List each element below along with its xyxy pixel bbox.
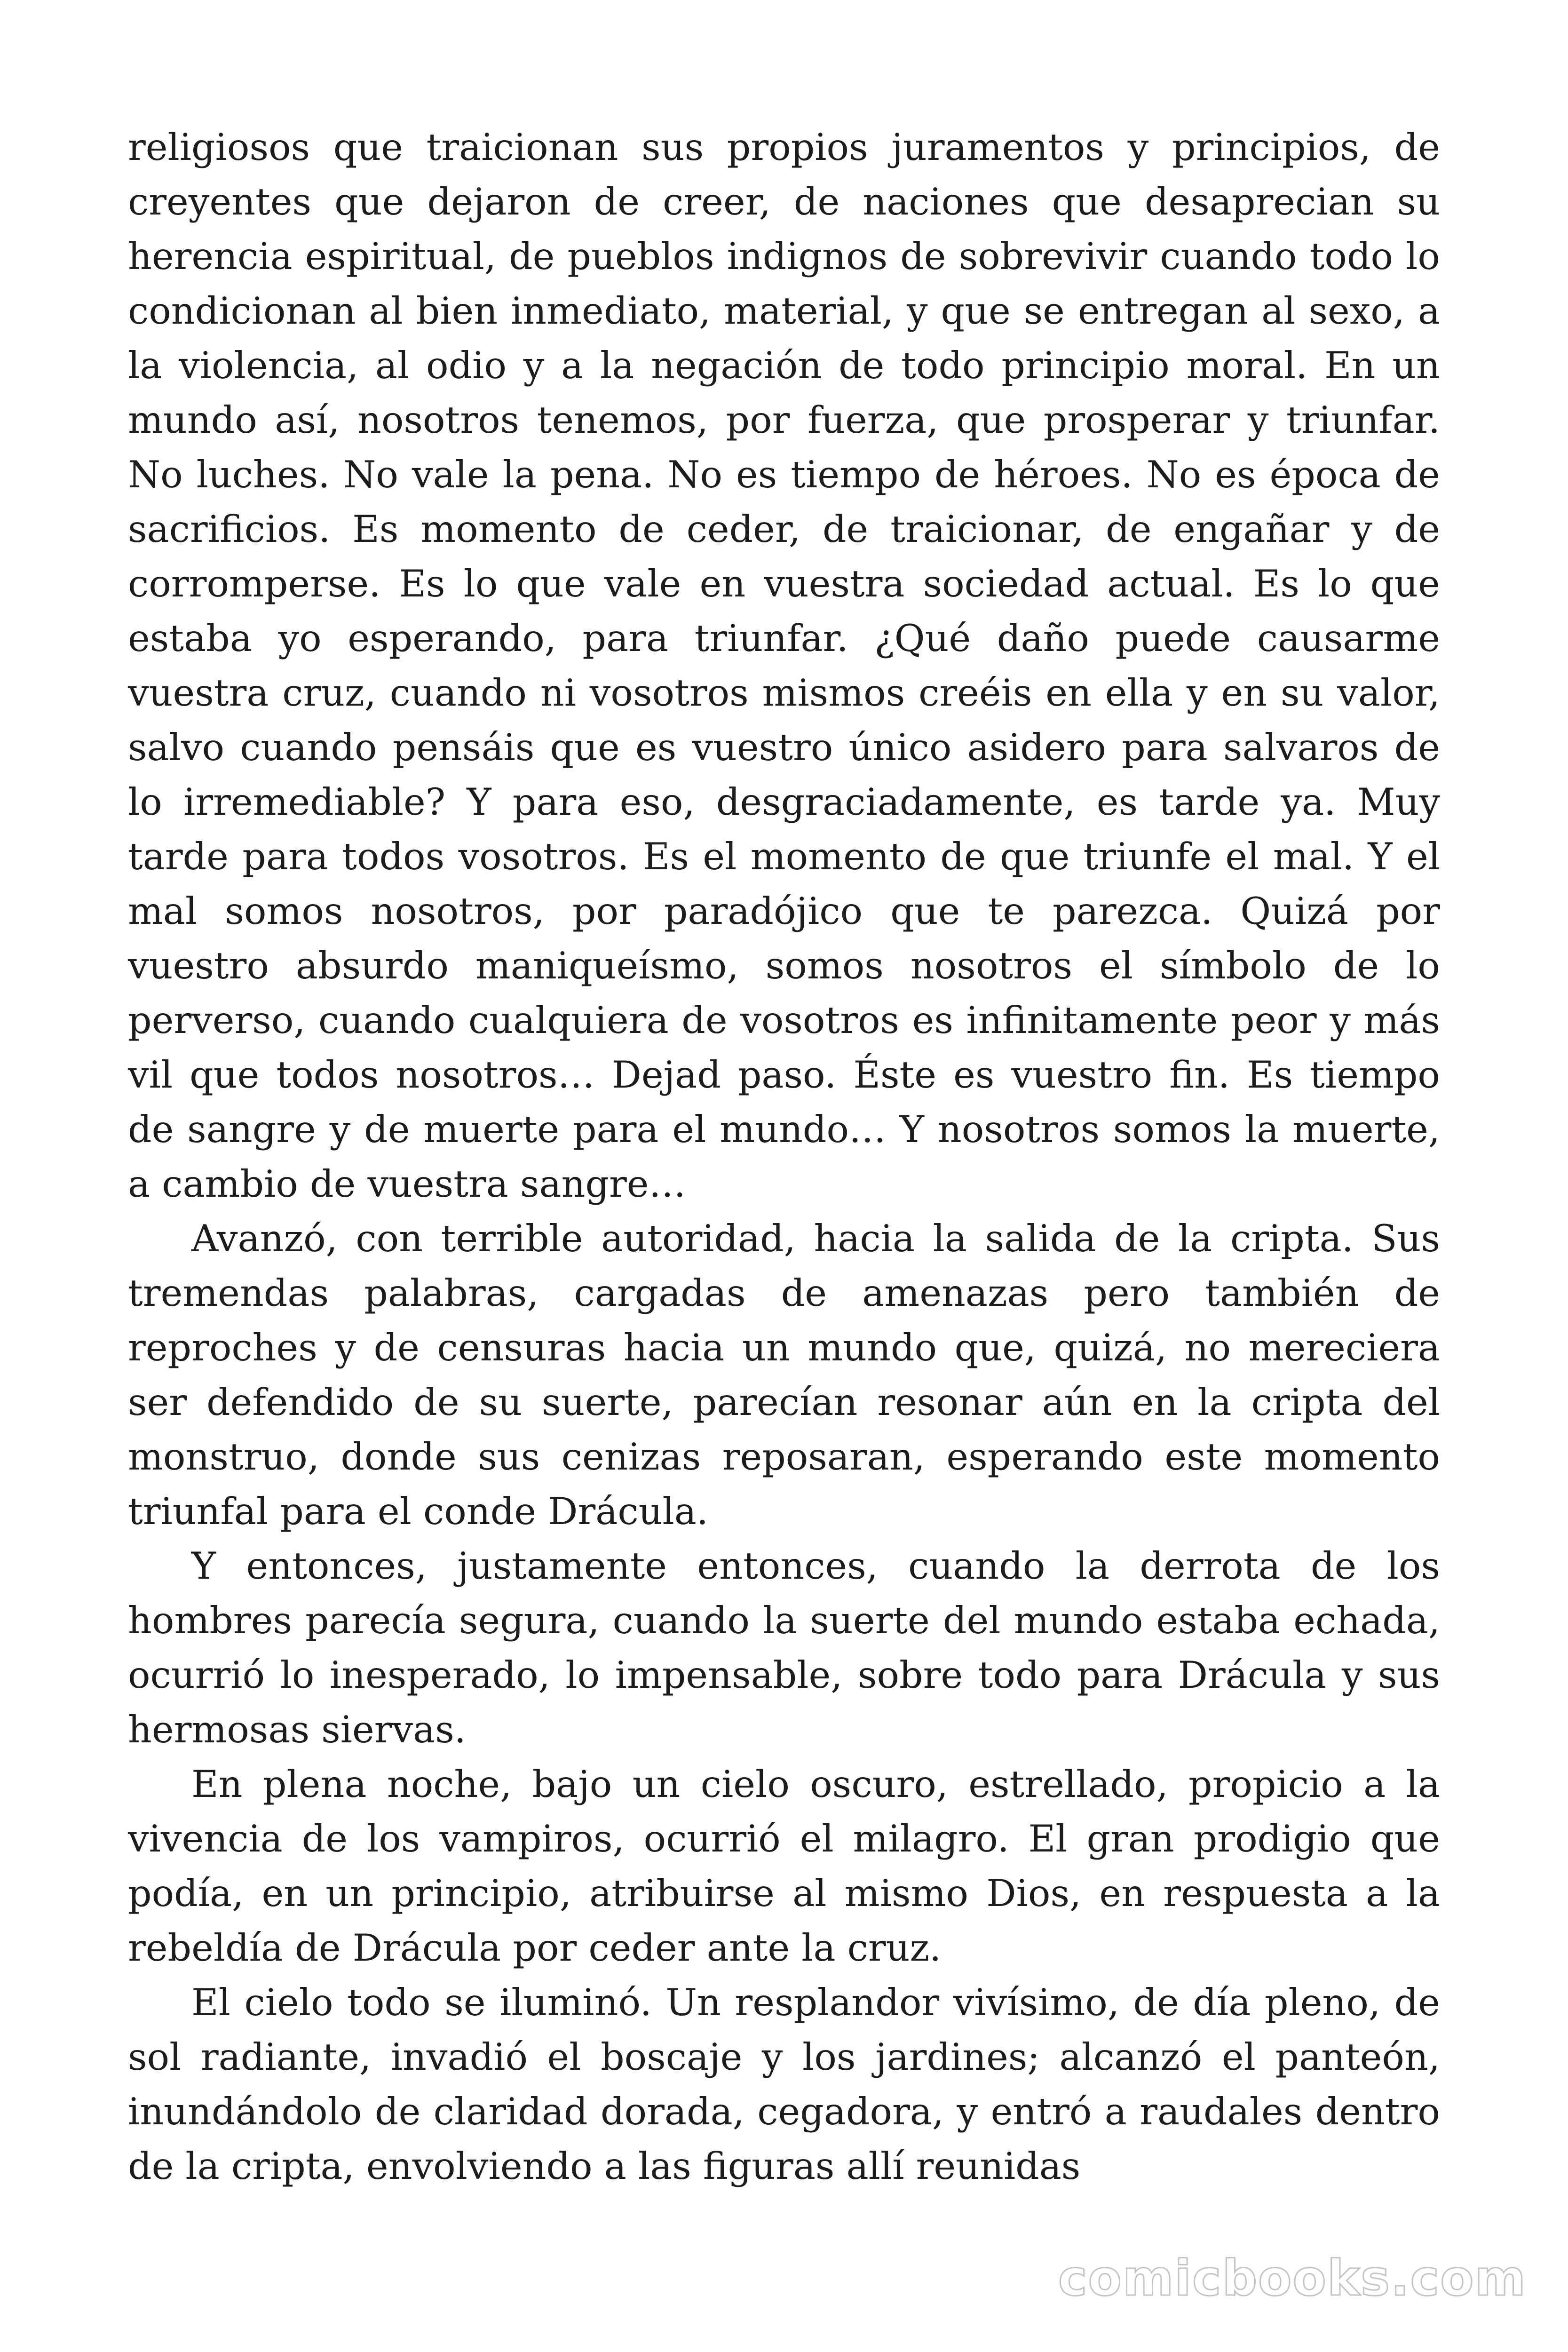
body-text (128, 120, 1440, 2193)
paragraph-3: Y entonces, justamente entonces, cuando la derrota de los hombres parecía segura, cuando la suerte del mundo estaba echada, ocurrió lo inesperado, lo impensable, sobre todo para Drácula y sus hermosas siervas. (128, 1544, 1440, 1751)
paragraph-1: religiosos que traicionan sus propios juramentos y principios, de creyentes que dejaron de creer, de naciones que desaprecian su herencia espiritual, de pueblos indignos de sobrevivir cuando todo lo condicionan al bien inmediato, material, y que se entregan al sexo, a la violencia, al odio y a la negación de todo principio moral. En un mundo así, nosotros tenemos, por fuerza, que prosperar y triunfar. No luches. No vale la pena. No es tiempo de héroes. No es época de sacrificios. Es momento de ceder, de traicionar, de engañar y de corromperse. Es lo que vale en vuestra sociedad actual. Es lo que estaba yo esperando, para triunfar. ¿Qué daño puede causarme vuestra cruz, cuando ni vosotros mismos creéis en ella y en su valor, salvo cuando pensáis que es vuestro único asidero para salvaros de lo irremediable? Y para eso, desgraciadamente, es tarde ya. Muy tarde para todos vosotros. Es el momento de que triunfe el mal. Y el mal somos nosotros, por paradójico que te parezca. Quizá por vuestro absurdo maniqueísmo, somos nosotros el símbolo de lo perverso, cuando cualquiera de vosotros es infinitamente peor y más vil que todos nosotros… Dejad paso. Éste es vuestro fin. Es tiempo de sangre y de muerte para el mundo… Y nosotros somos la muerte, a cambio de vuestra sangre… (128, 126, 1440, 1206)
paragraph-5: El cielo todo se iluminó. Un resplandor vivísimo, de día pleno, de sol radiante, invadió el boscaje y los jardines; alcanzó el panteón, inundándolo de claridad dorada, cegadora, y entró a raudales dentro de la cripta, envolviendo a las figuras allí reunidas (128, 1981, 1440, 2188)
watermark-logo: comicbooks.com (1058, 2249, 1527, 2307)
paragraph-2: Avanzó, con terrible autoridad, hacia la salida de la cripta. Sus tremendas palabras, cargadas de amenazas pero también de reproches y de censuras hacia un mundo que, quizá, no mereciera ser defendido de su suerte, parecían resonar aún en la cripta del monstruo, donde sus cenizas reposaran, esperando este momento triunfal para el conde Drácula. (128, 1217, 1440, 1533)
paragraph-4: En plena noche, bajo un cielo oscuro, estrellado, propicio a la vivencia de los vampiros, ocurrió el milagro. El gran prodigio que podía, en un principio, atribuirse al mismo Dios, en respuesta a la rebeldía de Drácula por ceder ante la cruz. (128, 1763, 1440, 1970)
